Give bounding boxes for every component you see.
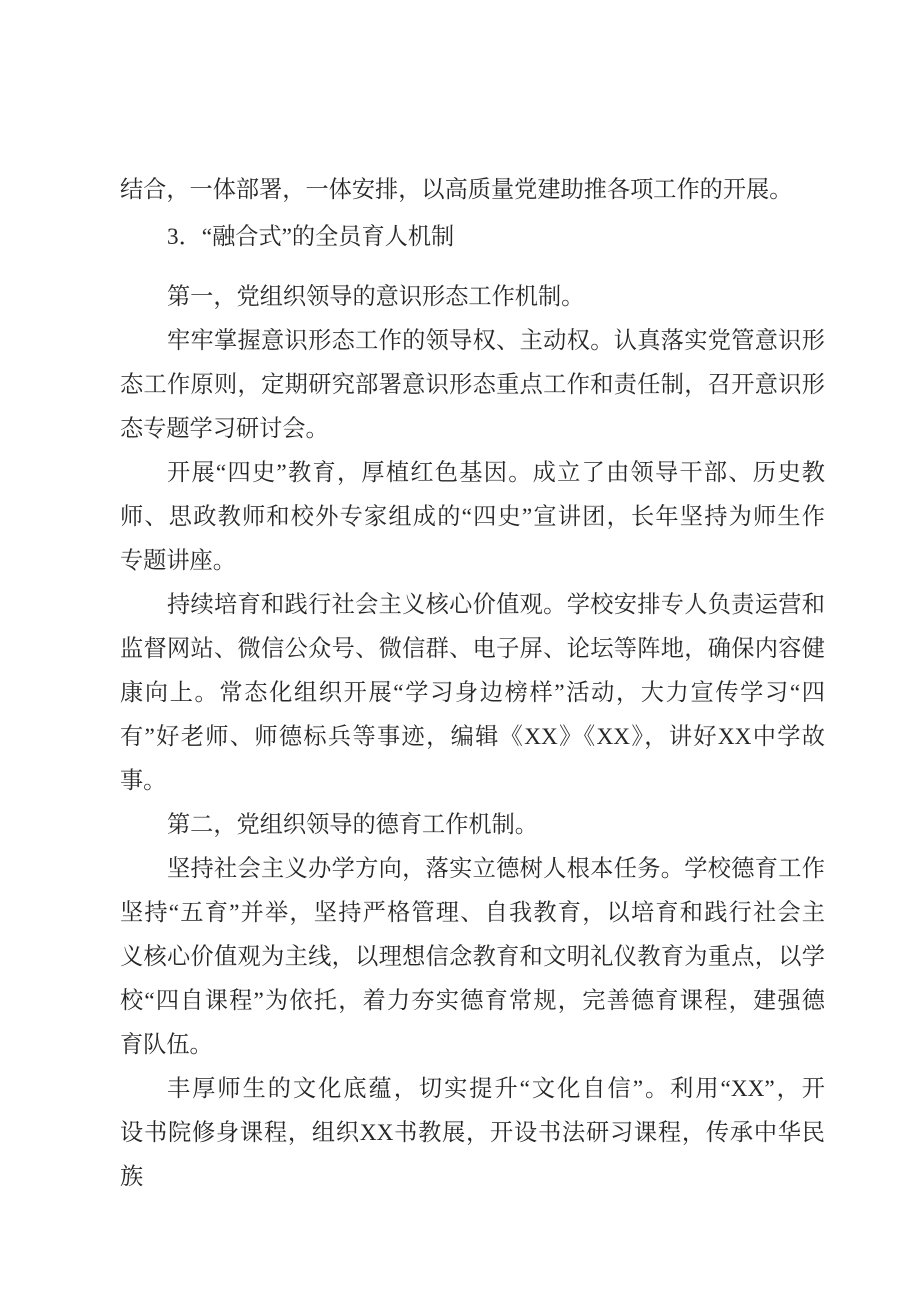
text-line: 育队伍。 (120, 1032, 213, 1058)
section-heading: 3．“融合式”的全员育人机制 (167, 224, 455, 250)
text-line: 丰厚师生的文化底蕴，切实提升“文化自信”。利用“XX”，开 (167, 1076, 825, 1102)
text-line: 设书院修身课程，组织XX书教展，开设书法研习课程，传承中华民族 (120, 1120, 825, 1190)
text-line: 坚持社会主义办学方向，落实立德树人根本任务。学校德育工作 (167, 856, 825, 882)
text-line: 态专题学习研讨会。 (120, 416, 329, 442)
text-line: 校“四自课程”为依托，着力夯实德育常规，完善德育课程，建强德 (120, 988, 825, 1014)
text-line: 结合，一体部署，一体安排，以高质量党建助推各项工作的开展。 (120, 177, 793, 203)
text-line: 牢牢掌握意识形态工作的领导权、主动权。认真落实党管意识形 (167, 328, 825, 354)
text-line: 坚持“五育”并举，坚持严格管理、自我教育，以培育和践行社会主 (120, 900, 825, 926)
text-line: 持续培育和践行社会主义核心价值观。学校安排专人负责运营和 (167, 592, 825, 618)
text-line: 开展“四史”教育，厚植红色基因。成立了由领导干部、历史教 (167, 460, 825, 486)
text-line: 态工作原则，定期研究部署意识形态重点工作和责任制，召开意识形 (120, 372, 825, 398)
text-line: 第二，党组织领导的德育工作机制。 (167, 812, 538, 838)
text-line: 义核心价值观为主线，以理想信念教育和文明礼仪教育为重点，以学 (120, 944, 825, 970)
text-line: 有”好老师、师德标兵等事迹，编辑《XX》《XX》，讲好XX中学故 (120, 724, 825, 750)
text-line: 康向上。常态化组织开展“学习身边榜样”活动，大力宣传学习“四 (120, 680, 825, 706)
text-line: 监督网站、微信公众号、微信群、电子屏、论坛等阵地，确保内容健 (120, 636, 825, 662)
document-body (120, 168, 825, 1199)
text-line: 师、思政教师和校外专家组成的“四史”宣讲团，长年坚持为师生作 (120, 504, 825, 530)
text-line: 专题讲座。 (120, 548, 236, 574)
text-line: 事。 (120, 768, 167, 794)
text-line: 第一，党组织领导的意识形态工作机制。 (167, 284, 585, 310)
